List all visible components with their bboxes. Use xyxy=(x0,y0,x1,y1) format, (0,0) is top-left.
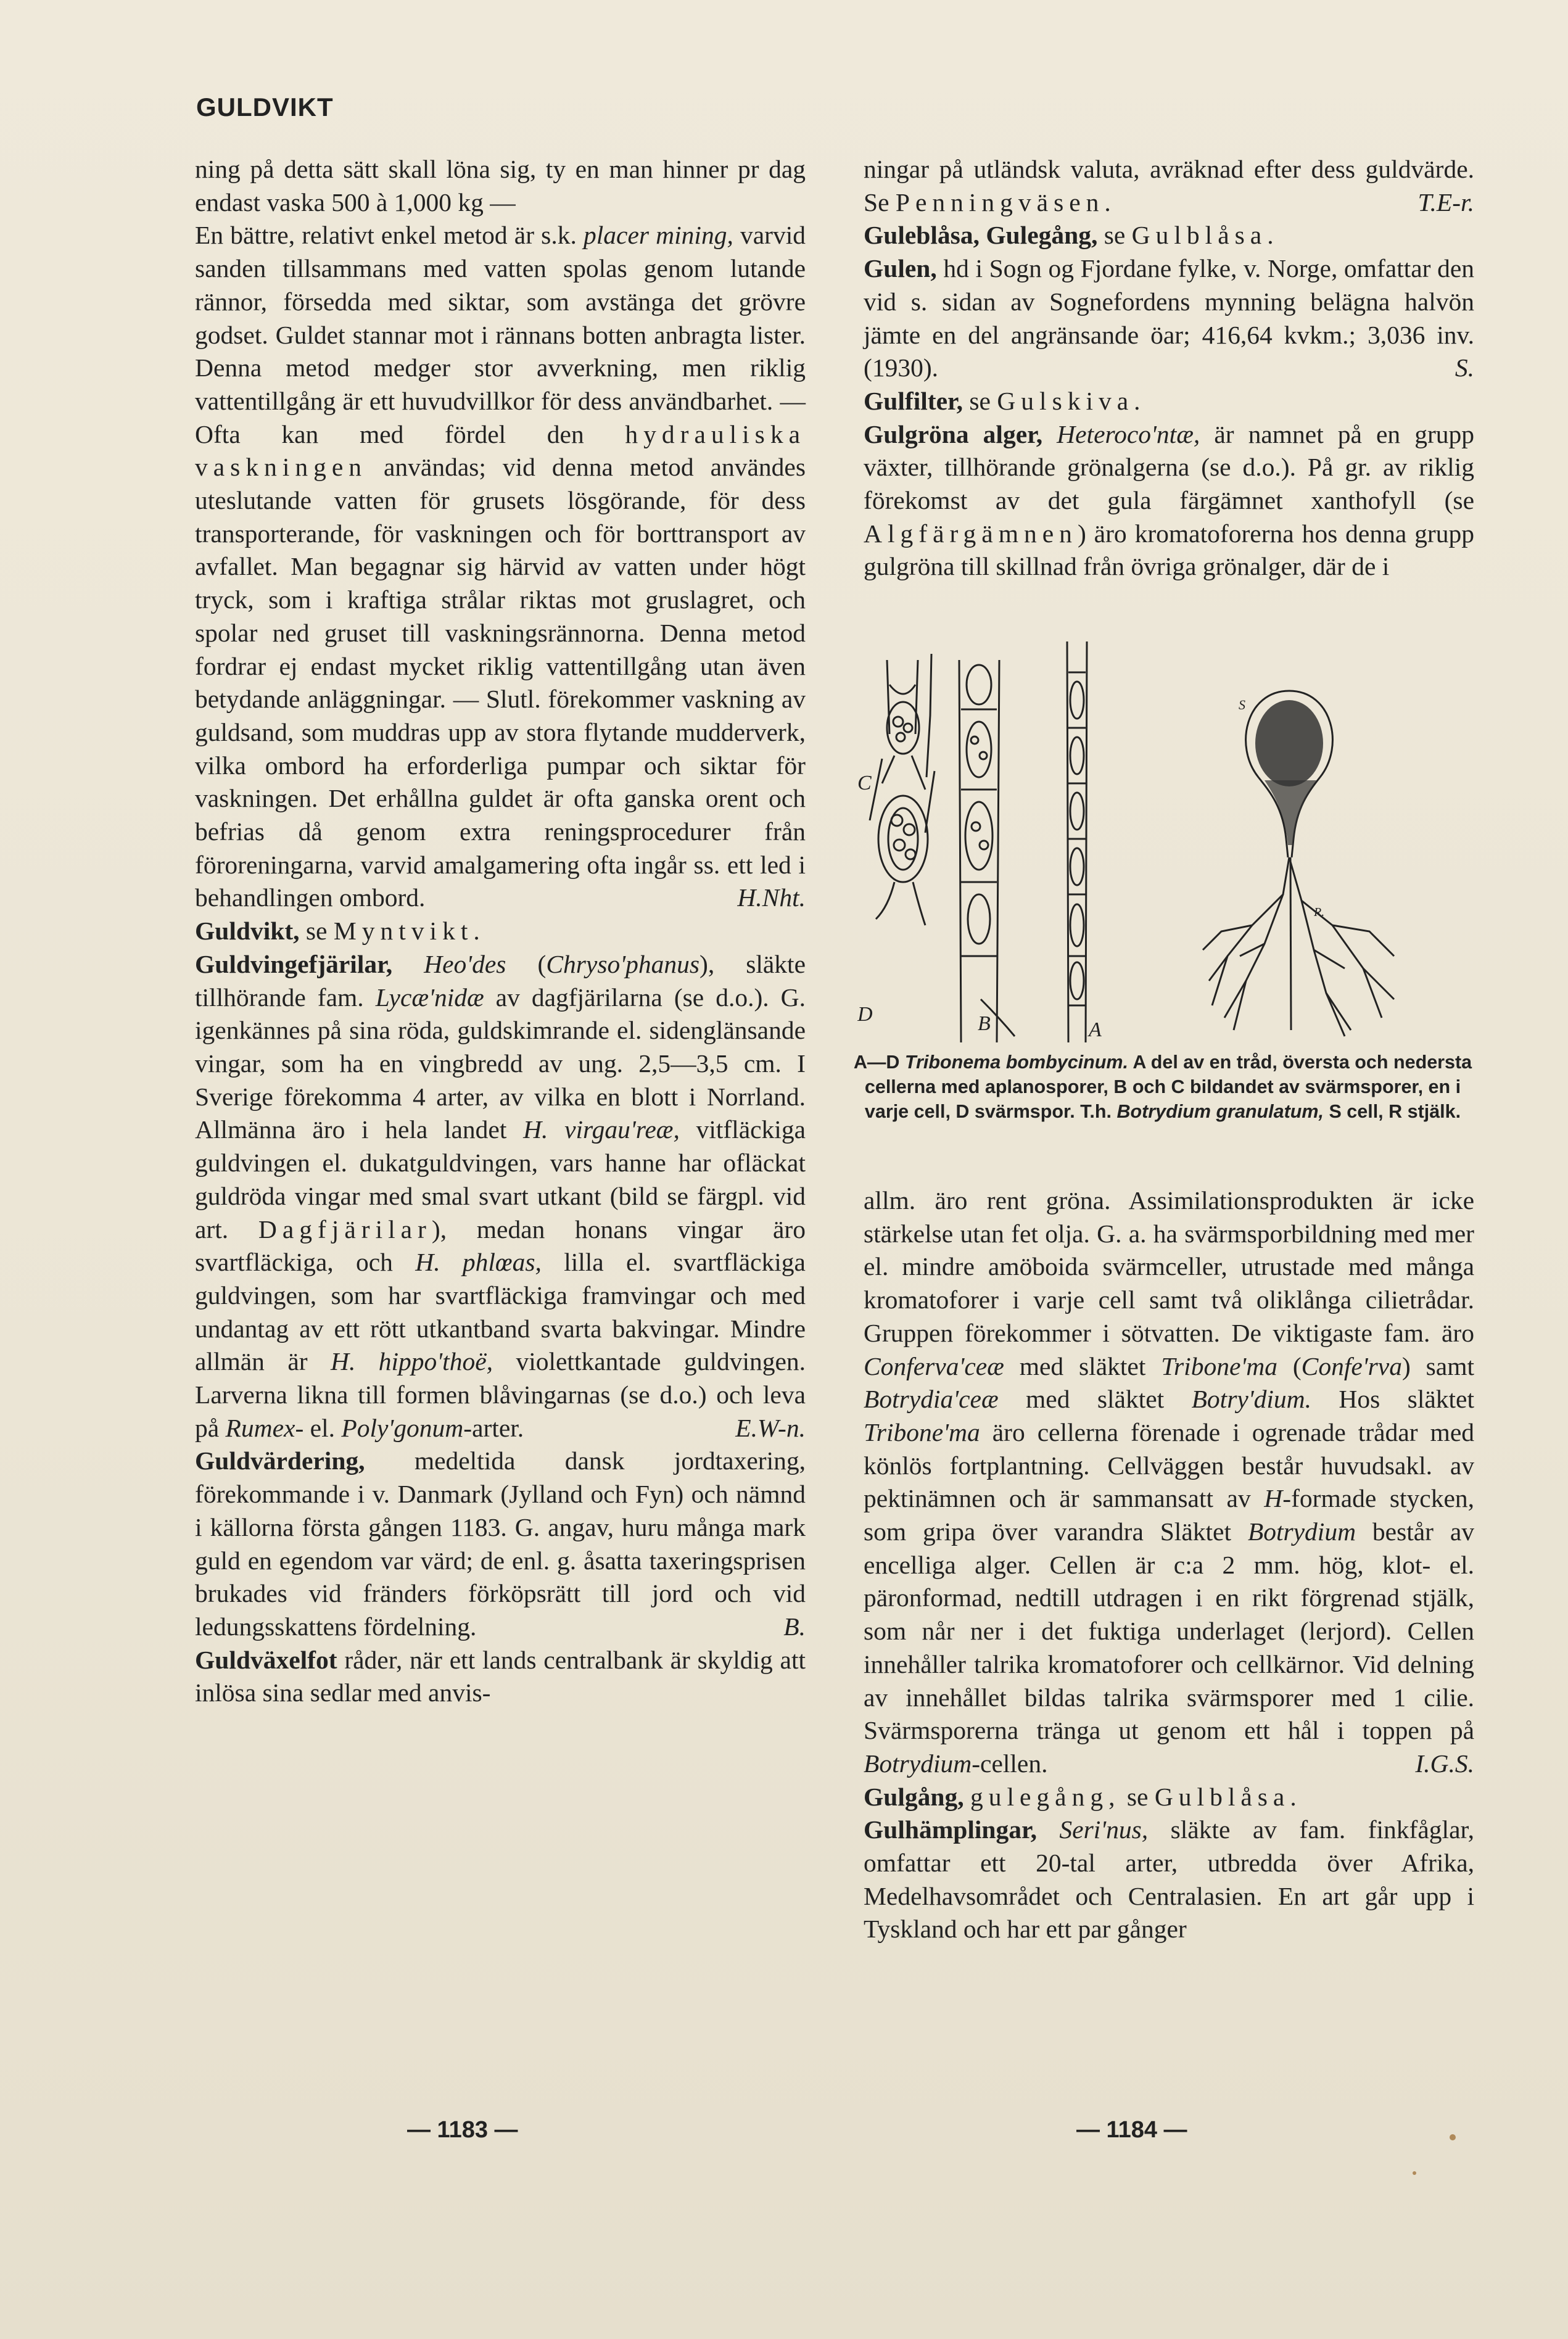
author-signature: S. xyxy=(1455,353,1474,382)
paren: ( xyxy=(537,949,547,978)
label-s: S xyxy=(1239,697,1245,712)
cross-reference: Gulblåsa. xyxy=(1131,221,1279,250)
headword: Gulhämplingar, xyxy=(864,1815,1037,1844)
paragraph-text: ningar på utländsk valuta, avräknad efter dess guldvärde. Se xyxy=(864,155,1474,217)
paragraph-text: hd i Sogn og Fjordane fylke, v. Norge, omfattar den vid s. sidan av Sognefordens mynning belägna halvön jämte en del angränsande öar; 416,64 kvkm.; 3,036 inv. (1930). xyxy=(864,254,1475,382)
paragraph xyxy=(195,153,806,219)
author-signature: E.W-n. xyxy=(735,1413,806,1442)
paragraph-text: vitfläckiga guldvingen el. dukatguldvingen, vars hanne har ofläckat guldröda vingar med smal svart utkant (bild se färgpl. vid art. xyxy=(195,1115,806,1244)
paragraph-text: -cellen. xyxy=(972,1749,1048,1778)
entry-gulgrona-alger xyxy=(864,418,1474,584)
latin-name: Confe'rva xyxy=(1301,1351,1402,1380)
figure-part-d xyxy=(870,759,935,925)
latin-name: Heteroco'ntæ, xyxy=(1057,419,1200,448)
variant: gulegång, xyxy=(970,1782,1121,1811)
cross-reference: Algfärgämnen xyxy=(864,519,1078,548)
paragraph-text: allm. äro rent gröna. Assimilationsprodukten är icke stärkelse utan fet olja. G. a. ha svärmsporbildning med mer el. mindre amöboida svärmceller, utrustade med många kromatoforer i varje cell samt två oliklånga cilietrådar. Gruppen förekommer i sötvatten. De viktigaste fam. äro xyxy=(864,1186,1474,1347)
paragraph-text: varvid sanden tillsammans med vatten spolas genom lutande rännor, försedda med siktar, som avstänga det grövre godset. Guldet stannar mot i rännans botten anbragta lister. Denna metod medger stor avverkning, men riklig vattentillgång är ett huvudvillkor för dess användbarhet. — Ofta kan med fördel den xyxy=(195,221,806,448)
latin-name: H. hippo'thoë, xyxy=(331,1347,493,1376)
see-text: se xyxy=(1104,221,1126,250)
headword: Gulen, xyxy=(864,254,937,283)
headword: Gulgröna alger, xyxy=(864,419,1043,448)
latin-name: Tribone'ma xyxy=(1161,1351,1277,1380)
paragraph-text: med släktet xyxy=(1026,1385,1165,1414)
caption-latin: Botrydium granulatum, xyxy=(1116,1101,1324,1122)
paragraph-text: ), medan honans vingar äro svartfläckiga, och xyxy=(195,1215,806,1277)
cross-reference: Penningväsen. xyxy=(895,188,1116,217)
latin-name: H xyxy=(1264,1484,1283,1513)
page-number-right: — 1184 — xyxy=(1076,2117,1187,2143)
entry-gulen xyxy=(864,252,1474,385)
see-text: se xyxy=(305,917,328,946)
paragraph-text: är namnet på en grupp växter, tillhörande grönalgerna (se d.o.). På gr. av riklig förekomst av det gula färgämnet xanthofyll (se xyxy=(864,419,1475,515)
paragraph xyxy=(195,219,806,915)
latin-name: Conferva'ceæ xyxy=(864,1351,1004,1380)
author-signature: B. xyxy=(783,1612,806,1641)
headword: Guldväxelfot xyxy=(195,1645,337,1674)
paragraph-text: medeltida dansk jordtaxering, förekommande i v. Danmark (Jylland och Fyn) och nämnd i källorna första gången 1183. G. angav, huru många mark guld en egendom var värd; de enl. g. åsatta taxeringsprisen brukades vid fränders förköpsrätt till jord och vid ledungsskattens fördelning. xyxy=(195,1446,806,1641)
paragraph xyxy=(864,1184,1474,1781)
caption-latin: Tribonema bombycinum. xyxy=(904,1052,1129,1073)
paragraph-text: råder, när ett lands centralbank är skyldig att inlösa sina sedlar med anvis- xyxy=(195,1645,806,1707)
entry-guldvaxelfot xyxy=(195,1644,806,1710)
author-signature: I.G.S. xyxy=(1415,1749,1474,1778)
headword: Guldvingefjärilar, xyxy=(195,949,393,978)
paragraph xyxy=(864,153,1474,219)
figure-part-a xyxy=(1067,641,1087,1042)
figure-part-c xyxy=(882,654,931,790)
caption-text: S cell, R stjälk. xyxy=(1329,1101,1461,1122)
see-text: se xyxy=(1126,1782,1149,1811)
paragraph-text: En bättre, relativt enkel metod är s.k. xyxy=(195,221,577,250)
author-signature: T.E-r. xyxy=(1417,188,1474,217)
entry-guldvardering xyxy=(195,1445,806,1643)
entry-gulfilter xyxy=(864,385,1474,418)
cross-reference: Myntvikt. xyxy=(333,917,485,946)
paragraph-text: släkte av fam. finkfåglar, omfattar ett 20-tal arter, utbredda över Afrika, Medelhavsområdet och Centralasien. En art går upp i Tyskland och har ett par gånger xyxy=(864,1815,1475,1944)
figure-caption xyxy=(851,1050,1474,1124)
latin-name: H. phlœas, xyxy=(415,1248,542,1277)
cross-reference: Dagfjärilar xyxy=(258,1215,432,1244)
label-d: D xyxy=(857,1003,873,1026)
paper-speck xyxy=(1450,2134,1456,2140)
headword: Guldvärdering, xyxy=(195,1446,365,1475)
right-column-top xyxy=(864,153,1474,584)
paragraph-text: användas; vid denna metod användes uteslutande vatten för grusets lösgörande, för dess transporterande, för vaskningen och för borttransport av avfallet. Man begagnar sig härvid av vatten under högt tryck, som i kraftiga strålar riktas mot gruslagret, och spolar ned gruset till vaskningsrännorna. Denna metod fordrar ej endast mycket riklig vattentillgång utan även betydande anläggningar. — Slutl. förekommer vaskning av guldsand, som muddras upp av stora flytande mudderverk, vilka ombord ha erforderliga pumpar och siktar för vaskningen. Det erhållna guldet är ofta ganska orent och befrias då genom extra reningsprocedurer från föroreningarna, varvid amalgamering ofta ingår ss. ett led i behandlingen ombord. xyxy=(195,453,806,912)
latin-name: Botrydia'ceæ xyxy=(864,1385,999,1414)
paren: ( xyxy=(1292,1351,1302,1380)
paragraph-text: ning på detta sätt skall löna sig, ty en man hinner pr dag endast vaska 500 à 1,000 kg — xyxy=(195,155,806,217)
entry-guleblasa xyxy=(864,219,1474,252)
running-head: GULDVIKT xyxy=(196,93,334,122)
latin-name: H. virgau'reæ, xyxy=(523,1115,680,1144)
caption-text: A—D xyxy=(853,1052,900,1073)
paragraph-text: el. xyxy=(310,1413,335,1442)
latin-name: Poly'gonum xyxy=(341,1413,464,1442)
paragraph-text: Hos släktet xyxy=(1339,1385,1475,1414)
label-r: R. xyxy=(1314,905,1325,919)
latin-name: Botrydium xyxy=(1247,1517,1356,1546)
paragraph-text: violettkantade guldvingen. Larverna likna till formen blåvingarnas (se d.o.) och leva på xyxy=(195,1347,806,1442)
headword: Guleblåsa, Gulegång, xyxy=(864,221,1098,250)
term: placer mining, xyxy=(584,221,733,250)
author-signature: H.Nht. xyxy=(737,883,806,912)
latin-name: Chryso'phanus xyxy=(546,949,699,978)
latin-name: Botry'dium. xyxy=(1191,1385,1312,1414)
left-column xyxy=(195,153,806,1710)
page-number-left: — 1183 — xyxy=(407,2117,518,2143)
entry-gulhamplingar xyxy=(864,1813,1474,1946)
paragraph-text: äro cellerna förenade i ogrenade trådar med könlös fortplantning. Cellväggen består huvudsakl. av pektinämnen och är sammansatt av xyxy=(864,1417,1475,1513)
label-c: C xyxy=(857,772,872,794)
entry-guldvingefjarilar xyxy=(195,948,806,1445)
entry-guldvikt xyxy=(195,915,806,948)
paragraph-text: ), släkte tillhörande fam. xyxy=(195,949,806,1012)
headword: Guldvikt, xyxy=(195,917,300,946)
label-b: B xyxy=(978,1012,991,1035)
latin-name: Heo'des xyxy=(424,949,506,978)
latin-name: Tribone'ma xyxy=(864,1417,980,1446)
latin-name: Lycæ'nidæ xyxy=(375,983,484,1012)
cross-reference: Gulblåsa. xyxy=(1154,1782,1302,1811)
paragraph-text: -arter. xyxy=(463,1413,524,1442)
latin-name: Rumex- xyxy=(225,1413,304,1442)
latin-name: Botrydium xyxy=(864,1749,972,1778)
figure-part-b xyxy=(959,660,1015,1042)
cross-reference: hydrauliska vaskningen xyxy=(195,419,806,482)
algae-illustration xyxy=(857,635,1474,1049)
headword: Gulgång, xyxy=(864,1782,964,1811)
paragraph-text: av dagfjärilarna (se d.o.). G. igenkännes på sina röda, guldskimrande el. sidenglänsande vingar, som ha en vingbredd av ung. 2,5—3,5 cm. I Sverige förekomma 4 arter, av vilka en blott i Norrland. Allmänna äro i hela landet xyxy=(195,983,806,1144)
see-text: se xyxy=(969,386,991,415)
paragraph-text: lilla el. svartfläckiga guldvingen, som har svartfläckiga framvingar och med undantag av ett rött utkantband svarta bakvingar. Mindre allmän är xyxy=(195,1248,806,1376)
caption-text: A del av en tråd, översta och nedersta cellerna med aplanosporer, B och C bildandet av svärmsporer, en i varje cell, D svärmspor. T.h. xyxy=(864,1052,1472,1122)
entry-gulgang xyxy=(864,1781,1474,1814)
paragraph-text: -formade stycken, som gripa över varandra Släktet xyxy=(864,1484,1475,1546)
paragraph-text: ) äro kromatoforerna hos denna grupp gulgröna till skillnad från övriga grönalger, där de i xyxy=(864,519,1474,581)
label-a: A xyxy=(1089,1018,1102,1041)
paragraph-text: ) samt xyxy=(1401,1351,1475,1380)
latin-name: Seri'nus, xyxy=(1059,1815,1149,1844)
cross-reference: Gulskiva. xyxy=(997,386,1146,415)
paragraph-text: består av encelliga alger. Cellen är c:a 2 mm. hög, klot- el. päronformad, nedtill utdragen i en rikt förgrenad stjälk, som når ner i det fuktiga underlaget (lerjord). Cellen innehåller talrika kromatoforer och cellkärnor. Vid delning av innehållet bildas talrika svärmsporer med 1 cilie. Svärmsporerna tränga ut genom ett hål i toppen på xyxy=(864,1517,1475,1745)
right-column-bottom xyxy=(864,1184,1474,1946)
paper-speck xyxy=(1413,2171,1416,2175)
paragraph-text: med släktet xyxy=(1019,1351,1146,1380)
botrydium-cell-fill xyxy=(1255,700,1323,845)
headword: Gulfilter, xyxy=(864,386,963,415)
